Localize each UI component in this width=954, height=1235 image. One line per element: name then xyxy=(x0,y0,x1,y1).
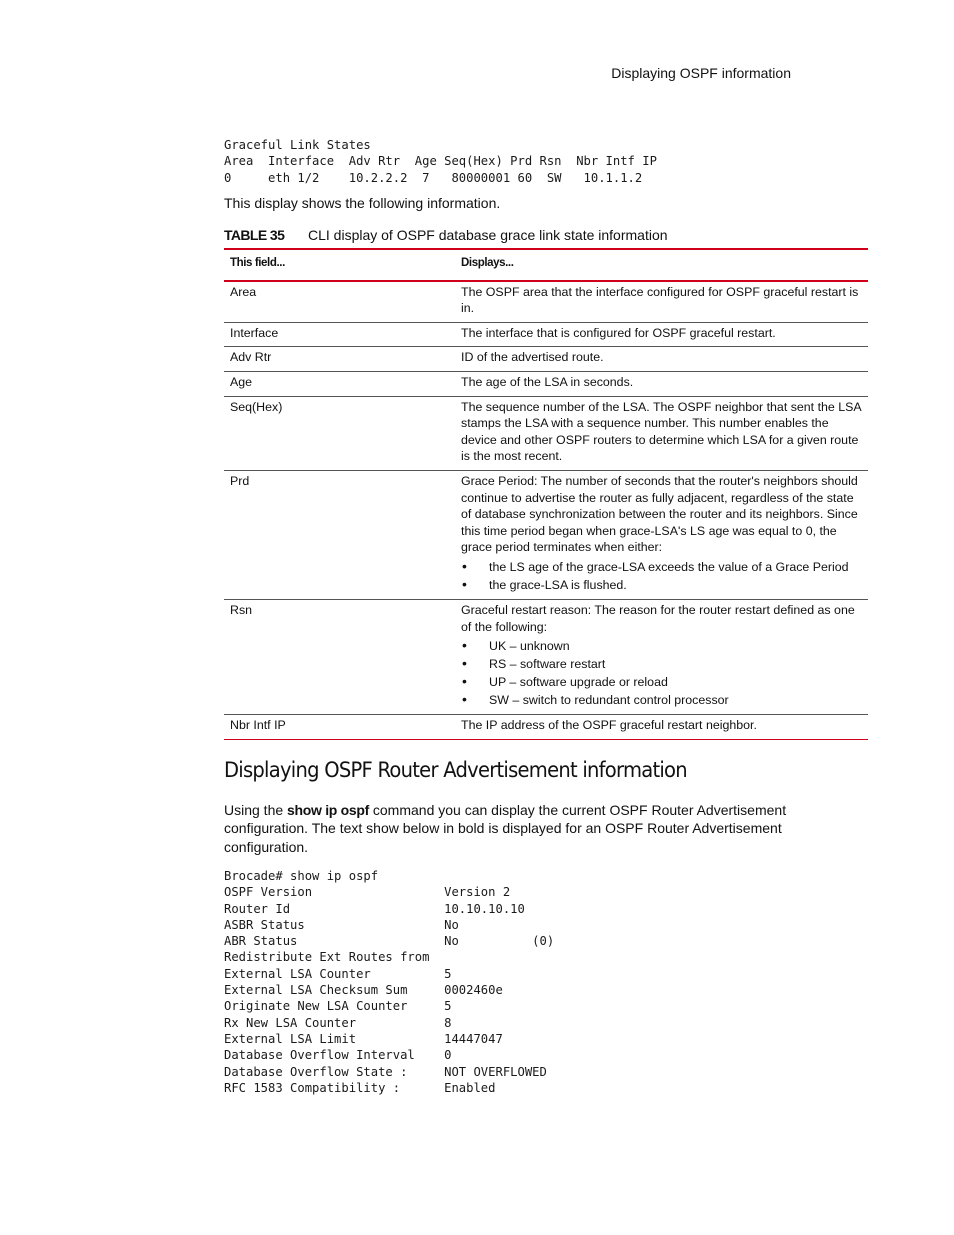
description-text: Graceful restart reason: The reason for the router restart defined as one of the following: xyxy=(461,602,855,634)
code-line: External LSA Counter 5 xyxy=(224,966,452,981)
bullet-item: • UK – unknown xyxy=(461,637,862,655)
field-cell: Nbr Intf IP xyxy=(224,715,455,740)
field-cell: Interface xyxy=(224,322,455,347)
table-row xyxy=(224,715,868,740)
table-caption xyxy=(224,227,868,243)
column-header-field: This field... xyxy=(224,249,455,281)
table-row xyxy=(224,599,868,714)
code-line: Area Interface Adv Rtr Age Seq(Hex) Prd Rsn Nbr Intf IP xyxy=(224,154,657,169)
table-row xyxy=(224,470,868,599)
code-line: External LSA Checksum Sum 0002460e xyxy=(224,983,503,998)
field-cell: Adv Rtr xyxy=(224,347,455,372)
field-cell: Prd xyxy=(224,470,455,599)
description-text: The sequence number of the LSA. The OSPF neighbor that sent the LSA stamps the LSA with a sequence number. This number enables the device and other OSPF routers to determine which LSA for a given route is the most recent. xyxy=(461,399,861,464)
section-paragraph xyxy=(224,801,824,856)
description-cell xyxy=(455,281,868,323)
table-row xyxy=(224,281,868,323)
code-line: Brocade# show ip ospf xyxy=(224,869,379,883)
description-cell xyxy=(455,715,868,740)
code-line: ABR Status No (0) xyxy=(224,934,555,949)
description-text: The age of the LSA in seconds. xyxy=(461,374,634,389)
code-line: Originate New LSA Counter 5 xyxy=(224,999,452,1014)
graceful-link-states-code xyxy=(224,137,657,186)
grace-link-state-table xyxy=(224,248,868,740)
description-cell xyxy=(455,396,868,470)
table-caption-text: CLI display of OSPF database grace link state information xyxy=(308,227,668,243)
description-cell xyxy=(455,371,868,396)
field-cell: Area xyxy=(224,281,455,323)
description-cell xyxy=(455,470,868,599)
show-ip-ospf-code xyxy=(224,868,554,1096)
code-line: External LSA Limit 14447047 xyxy=(224,1031,503,1046)
table-header-row xyxy=(224,249,868,281)
table-number: TABLE 35 xyxy=(224,227,285,243)
description-cell xyxy=(455,322,868,347)
description-text: The interface that is configured for OSPF graceful restart. xyxy=(461,325,776,340)
code-line: Router Id 10.10.10.10 xyxy=(224,901,525,916)
code-line: 0 eth 1/2 10.2.2.2 7 80000001 60 SW 10.1.1.2 xyxy=(224,170,643,185)
code-line: OSPF Version Version 2 xyxy=(224,885,511,900)
bullet-item: • the grace-LSA is flushed. xyxy=(461,576,862,594)
description-cell xyxy=(455,347,868,372)
section-heading: Displaying OSPF Router Advertisement information xyxy=(224,758,687,782)
command-name: show ip ospf xyxy=(287,802,369,818)
column-header-displays: Displays... xyxy=(455,249,868,281)
bullet-item: • RS – software restart xyxy=(461,655,862,673)
field-cell: Rsn xyxy=(224,599,455,714)
code-line: Database Overflow Interval 0 xyxy=(224,1048,452,1063)
bullet-list xyxy=(461,558,862,594)
table-row xyxy=(224,396,868,470)
bullet-item: • the LS age of the grace-LSA exceeds the value of a Grace Period xyxy=(461,558,862,576)
table-row xyxy=(224,347,868,372)
code-line: Rx New LSA Counter 8 xyxy=(224,1015,452,1030)
paragraph-text: Using the xyxy=(224,802,288,818)
table-row xyxy=(224,371,868,396)
intro-text: This display shows the following information. xyxy=(224,195,501,211)
code-line: ASBR Status No xyxy=(224,917,459,932)
description-text: The OSPF area that the interface configured for OSPF graceful restart is in. xyxy=(461,284,859,316)
code-line: RFC 1583 Compatibility : Enabled xyxy=(224,1080,496,1095)
bullet-item: • SW – switch to redundant control processor xyxy=(461,691,862,709)
bullet-item: • UP – software upgrade or reload xyxy=(461,673,862,691)
field-cell: Age xyxy=(224,371,455,396)
description-text: ID of the advertised route. xyxy=(461,350,604,365)
code-line: Database Overflow State : NOT OVERFLOWED xyxy=(224,1064,547,1079)
description-text: The IP address of the OSPF graceful restart neighbor. xyxy=(461,718,757,733)
paragraph-text: command you can display the current OSPF Router Advertisement configuration. The text show below in bold is displayed for an OSPF Router Advertisement configuration. xyxy=(224,802,787,855)
description-cell xyxy=(455,599,868,714)
field-cell: Seq(Hex) xyxy=(224,396,455,470)
code-line: Graceful Link States xyxy=(224,138,371,152)
table-row xyxy=(224,322,868,347)
code-line: Redistribute Ext Routes from xyxy=(224,950,430,965)
bullet-list xyxy=(461,637,862,709)
running-header: Displaying OSPF information xyxy=(611,65,791,81)
description-text: Grace Period: The number of seconds that the router's neighbors should continue to advertise the router as fully adjacent, regardless of the state of database synchronization between the router and its neighbors. Since this time period began when grace-LSA's LS age was equal to 0, the grace period terminates when either: xyxy=(461,473,858,555)
